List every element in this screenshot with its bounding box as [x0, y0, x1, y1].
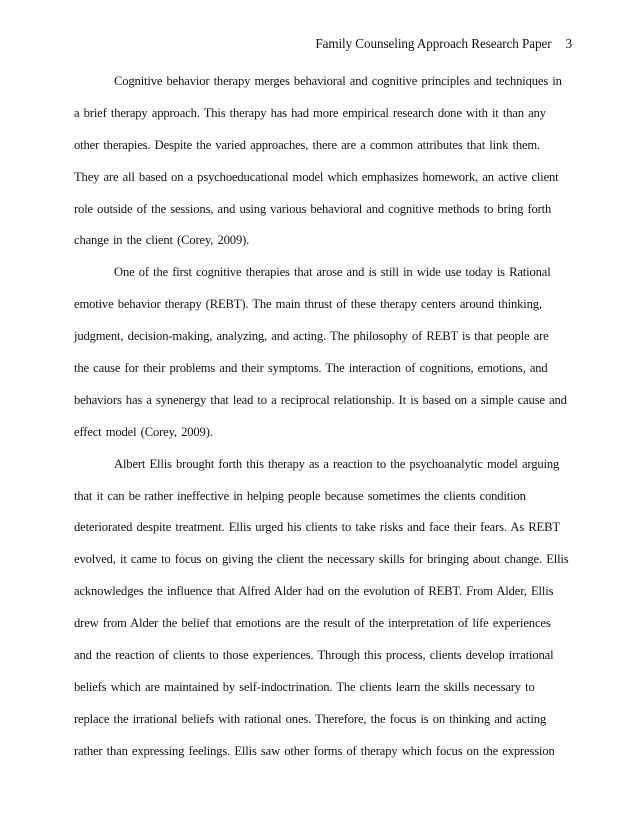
text-line: Cognitive behavior therapy merges behavioral and cognitive principles and techniques in — [114, 74, 562, 88]
text-line: change in the client (Corey, 2009). — [74, 233, 250, 248]
text-line: evolved, it came to focus on giving the client the necessary skills for bringing about change. Ellis — [74, 552, 569, 567]
running-head-title: Family Counseling Approach Research Paper — [315, 36, 552, 51]
paragraph-2 — [74, 263, 574, 454]
text-line: Albert Ellis brought forth this therapy as a reaction to the psychoanalytic model arguing — [114, 456, 560, 471]
text-line: acknowledges the influence that Alfred Alder had on the evolution of REBT. From Alder, Ellis — [74, 584, 554, 599]
text-line: beliefs which are maintained by self-indoctrination. The clients learn the skills necessary to — [74, 679, 535, 694]
text-line: that it can be rather ineffective in helping people because sometimes the clients condition — [74, 488, 526, 503]
text-line: drew from Alder the belief that emotions are the result of the interpretation of life experiences — [74, 616, 551, 631]
text-line: They are all based on a psychoeducational model which emphasizes homework, an active client — [74, 169, 559, 184]
text-line: role outside of the sessions, and using various behavioral and cognitive methods to bring forth — [74, 201, 552, 216]
running-head — [315, 36, 572, 52]
page-number: 3 — [565, 36, 572, 51]
text-line: other therapies. Despite the varied approaches, there are a common attributes that link them. — [74, 137, 541, 152]
text-line: replace the irrational beliefs with rational ones. Therefore, the focus is on thinking and acting — [74, 711, 547, 726]
paragraph-3 — [74, 455, 574, 774]
text-line: judgment, decision-making, analyzing, and acting. The philosophy of REBT is that people are — [74, 329, 549, 344]
text-line: One of the first cognitive therapies that arose and is still in wide use today is Rational — [114, 265, 551, 280]
text-line: a brief therapy approach. This therapy has had more empirical research done with it than any — [74, 105, 546, 120]
text-line: emotive behavior therapy (REBT). The main thrust of these therapy centers around thinking, — [74, 297, 542, 312]
paragraph-1 — [74, 72, 574, 263]
text-line: effect model (Corey, 2009). — [74, 424, 213, 439]
text-line: the cause for their problems and their symptoms. The interaction of cognitions, emotions, and — [74, 361, 548, 376]
body-text — [74, 72, 574, 774]
text-line: deteriorated despite treatment. Ellis urged his clients to take risks and face their fears. As REBT — [74, 520, 560, 535]
text-line: behaviors has a synenergy that lead to a reciprocal relationship. It is based on a simple cause and — [74, 392, 567, 407]
text-line: and the reaction of clients to those experiences. Through this process, clients develop irrational — [74, 648, 554, 663]
text-line: rather than expressing feelings. Ellis saw other forms of therapy which focus on the expression — [74, 743, 555, 758]
